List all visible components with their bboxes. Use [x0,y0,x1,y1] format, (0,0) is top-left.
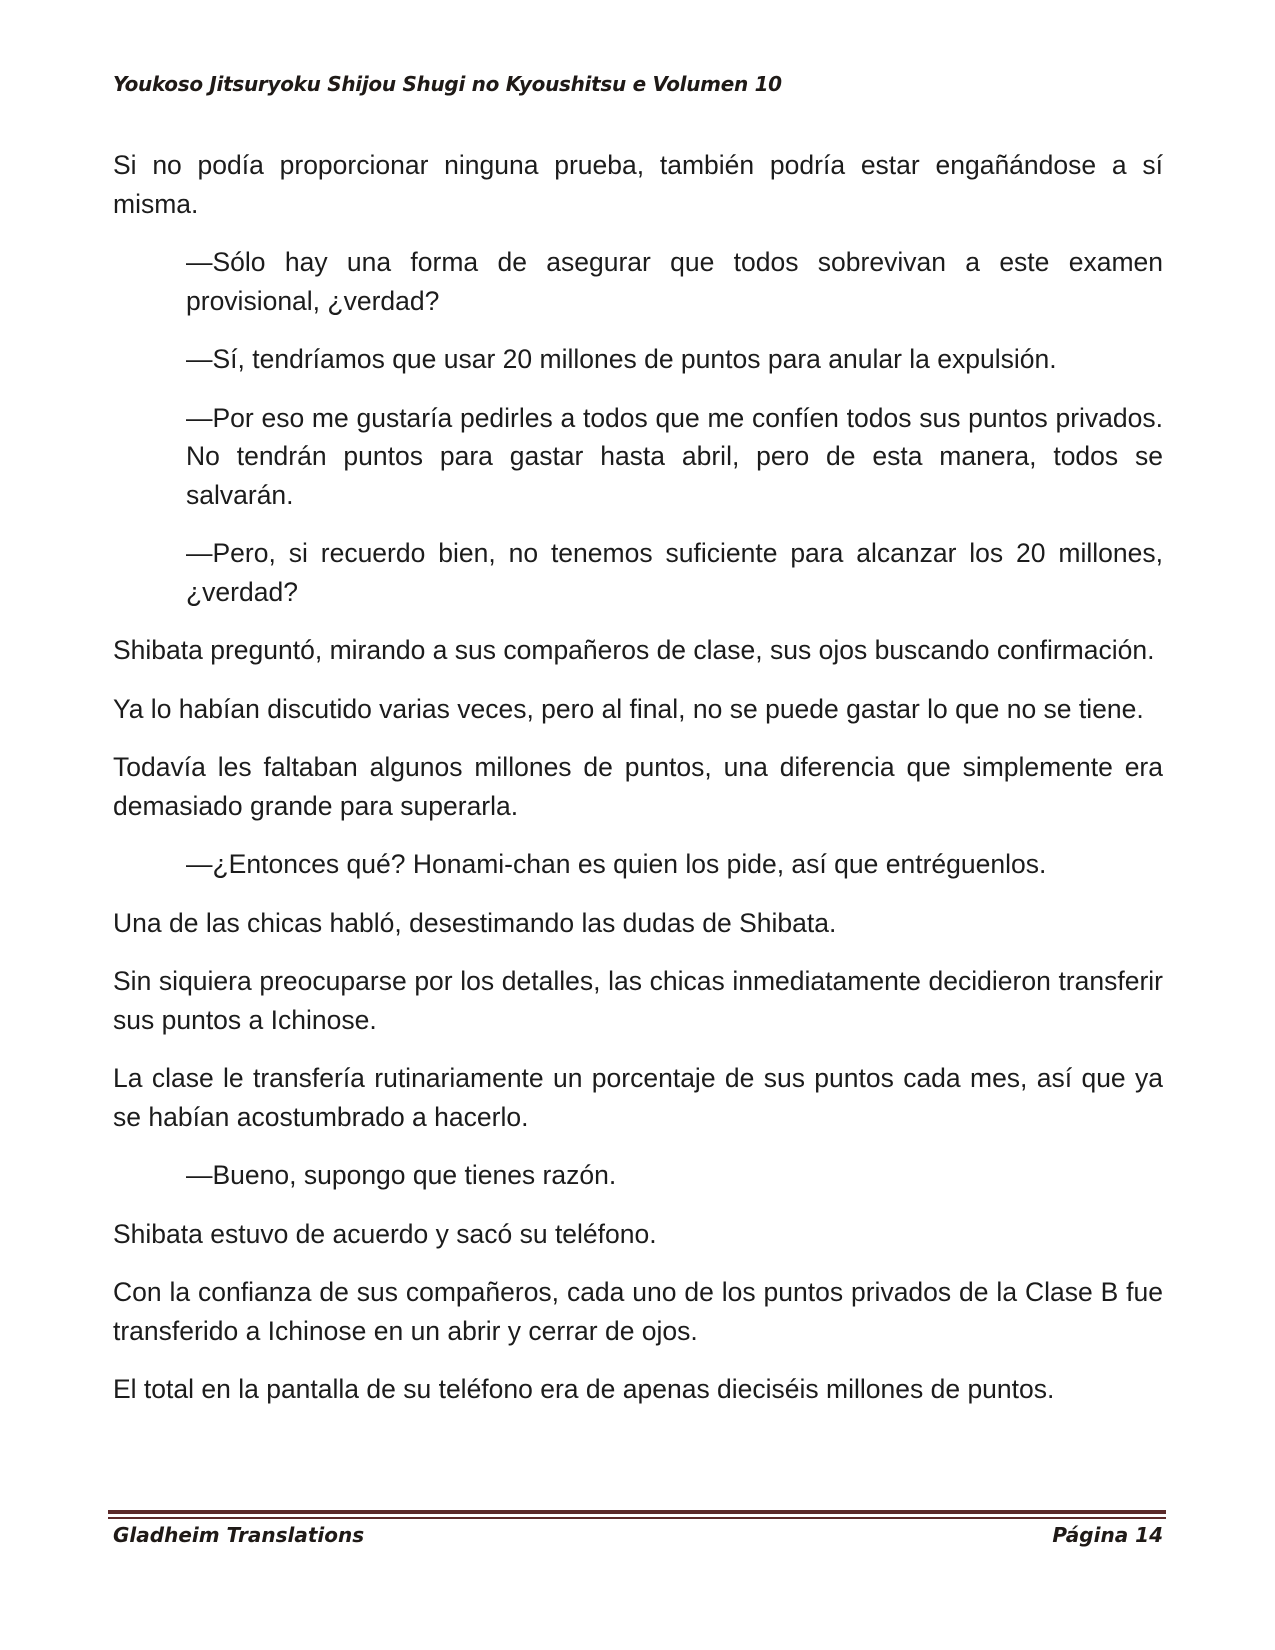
footer-divider-thin [108,1517,1166,1519]
paragraph-narration: Con la confianza de sus compañeros, cada uno de los puntos privados de la Clase B fue transferido a Ichinose en un abrir y cerrar de ojos. [113,1277,1163,1346]
running-header-title: Youkoso Jitsuryoku Shijou Shugi no Kyoushitsu e Volumen 10 [113,72,782,96]
footer-page-number: Página 14 [1052,1523,1163,1547]
paragraph-narration: Shibata estuvo de acuerdo y sacó su teléfono. [113,1218,657,1249]
paragraph-narration: Todavía les faltaban algunos millones de puntos, una diferencia que simplemente era demasiado grande para superarla. [113,752,1163,821]
paragraph-dialogue: —¿Entonces qué? Honami-chan es quien los pide, así que entréguenlos. [186,849,1047,879]
body-text [113,146,1163,1429]
paragraph-dialogue: —Pero, si recuerdo bien, no tenemos suficiente para alcanzar los 20 millones, ¿verdad? [186,538,1163,607]
paragraph-dialogue: —Sí, tendríamos que usar 20 millones de puntos para anular la expulsión. [186,344,1057,374]
paragraph-narration: La clase le transfería rutinariamente un porcentaje de sus puntos cada mes, así que ya se habían acostumbrado a hacerlo. [113,1063,1163,1132]
paragraph-dialogue: —Por eso me gustaría pedirles a todos que me confíen todos sus puntos privados. No tendrán puntos para gastar hasta abril, pero de esta manera, todos se salvarán. [186,402,1163,510]
paragraph-narration: Una de las chicas habló, desestimando las dudas de Shibata. [113,907,837,938]
paragraph-narration: Ya lo habían discutido varias veces, pero al final, no se puede gastar lo que no se tiene. [113,693,1144,724]
paragraph-narration: Shibata preguntó, mirando a sus compañeros de clase, sus ojos buscando confirmación. [113,635,1155,665]
paragraph-narration: Sin siquiera preocuparse por los detalles, las chicas inmediatamente decidieron transferir sus puntos a Ichinose. [113,966,1163,1035]
paragraph-narration: El total en la pantalla de su teléfono era de apenas dieciséis millones de puntos. [113,1374,1055,1404]
paragraph-dialogue: —Sólo hay una forma de asegurar que todos sobrevivan a este examen provisional, ¿verdad? [186,247,1163,316]
paragraph-dialogue: —Bueno, supongo que tienes razón. [186,1160,617,1190]
footer-translator-credit: Gladheim Translations [113,1523,365,1547]
footer-divider-thick [108,1510,1166,1514]
paragraph-narration: Si no podía proporcionar ninguna prueba, también podría estar engañándose a sí misma. [113,150,1163,219]
